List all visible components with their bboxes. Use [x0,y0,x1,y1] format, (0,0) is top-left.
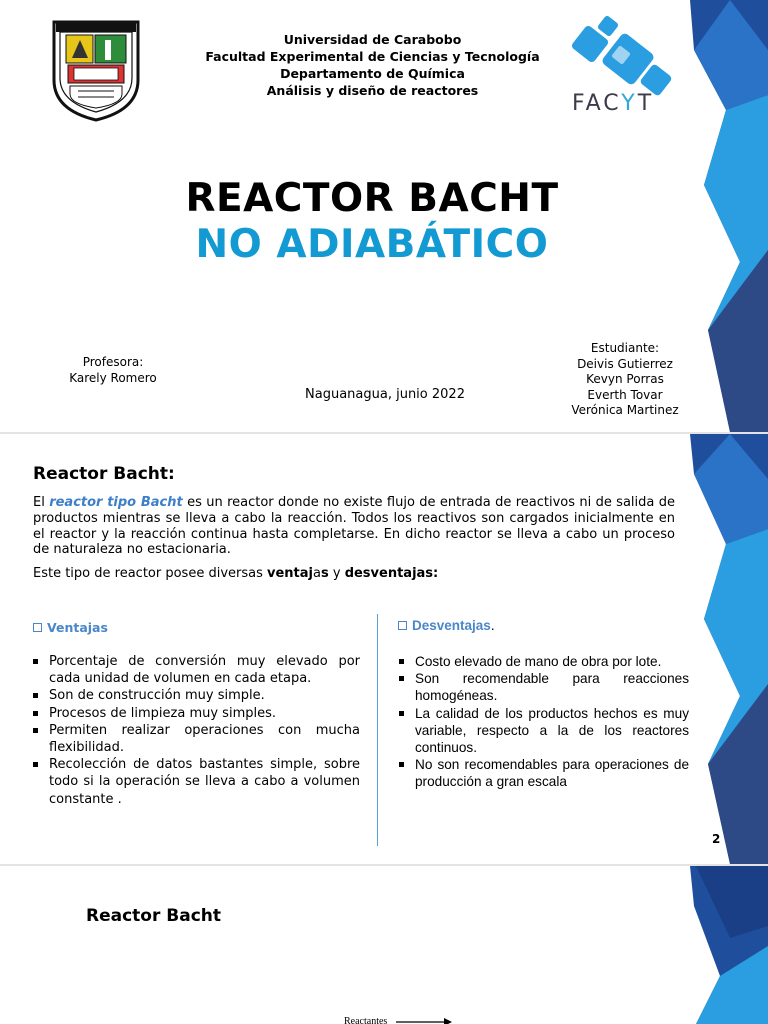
header-department: Departamento de Química [280,66,465,81]
diagram-label: Reactantes [344,1016,388,1024]
header-faculty: Facultad Experimental de Ciencias y Tecnología [205,49,540,64]
desventajas-list [398,653,689,791]
student-name: Everth Tovar [587,387,663,402]
ventajas-list [32,653,360,808]
list-item: La calidad de los productos hechos es muy variable, respecto a la de los reactores continuos. [398,705,689,757]
intro-bold-desventajas: desventajas [344,566,434,581]
para-prefix: El [33,495,50,510]
header-course: Análisis y diseño de reactores [266,83,479,98]
diagram-slide [0,866,768,1024]
section-title: Reactor Bacht: [33,464,175,484]
facyt-letters-a: FAC [572,91,622,116]
institution-header [190,31,555,99]
intro-bold-ventajas: ventaj [267,566,313,581]
slide-title: Reactor Bacht [86,906,222,926]
student-name: Kevyn Porras [586,372,664,387]
university-seal [50,18,142,122]
page-number: 2 [712,832,721,846]
list-item: Procesos de limpieza muy simples. [32,705,360,722]
list-item: Permiten realizar operaciones con mucha flexibilidad. [32,722,360,756]
list-item: Costo elevado de mano de obra por lote. [398,653,689,670]
decorative-ribbon [690,434,768,864]
title-slide [0,0,768,432]
list-intro [33,566,675,581]
list-item: Recolección de datos bastantes simple, sobre todo si la operación se lleva a cabo a volumen constante . [32,756,360,808]
content-slide [0,434,768,864]
facyt-letter-y: Y [621,91,638,116]
para-highlight: reactor tipo Bacht [49,495,183,510]
facyt-letter-t: T [637,91,655,116]
intro-bold-s: s [320,566,329,581]
definition-paragraph [33,495,675,558]
presentation-title: REACTOR BACHT [185,176,559,221]
place-date: Naguanagua, junio 2022 [305,387,465,402]
list-item: Son recomendable para reacciones homogéneas. [398,670,689,704]
intro-colon: : [433,566,439,581]
list-item: Son de construcción muy simple. [32,687,360,704]
desventajas-heading-dot: . [490,618,495,633]
student-name: Deivis Gutierrez [577,356,673,371]
presentation-subtitle: NO ADIABÁTICO [195,222,549,267]
ventajas-heading [33,620,108,635]
checkbox-bullet-icon [398,621,407,630]
desventajas-heading-text: Desventajas [412,618,491,633]
ventajas-heading-text: Ventajas [47,620,108,635]
students-label: Estudiante: [590,341,660,355]
list-item: No son recomendables para operaciones de producción a gran escala [398,756,689,790]
facyt-logo-text [572,91,654,116]
list-item: Porcentaje de conversión muy elevado por cada unidad de volumen en cada etapa. [32,653,360,687]
students-block [558,341,692,419]
column-divider [377,614,378,846]
intro-prefix: Este tipo de reactor posee diversas [33,566,267,581]
header-university: Universidad de Carabobo [283,32,462,47]
decorative-ribbon [690,866,768,1024]
para-body: es un reactor donde no existe flujo de entrada de reactivos ni de salida de productos mientras se lleva a cabo la reacción. Todos los reactivos son cargados inicialmente en el reactor y la reacción continua hasta completarse. En dicho reactor se lleva a cabo un proceso de naturaleza no estacionaria. [33,495,675,558]
intro-conjunction: y [328,566,345,581]
desventajas-heading [398,618,495,633]
checkbox-bullet-icon [33,623,42,632]
diagram-arrow-icon [396,1017,452,1024]
intro-mid: a [313,566,321,581]
student-name: Verónica Martinez [571,403,679,418]
professor-label: Profesora: [82,355,144,369]
professor-name: Karely Romero [69,371,157,385]
professor-block [52,354,174,386]
